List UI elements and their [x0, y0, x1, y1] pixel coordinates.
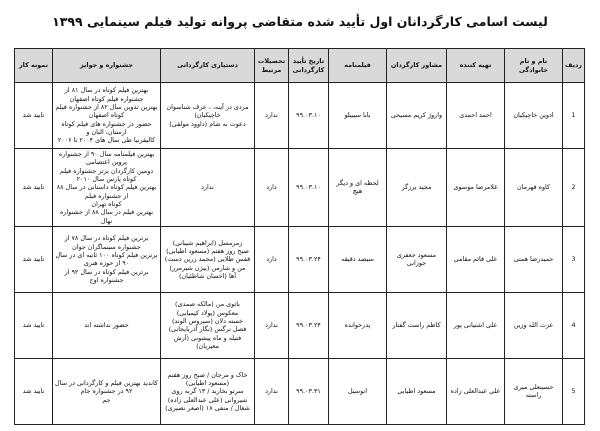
- header-festival: جشنواره و جوایز: [53, 49, 161, 83]
- cell-education: ندارد: [255, 292, 289, 358]
- festival-line: حضور نداشته اند: [84, 321, 129, 330]
- credits-line: دعوت به شام (داوود مولفی): [169, 119, 246, 128]
- festival-line: برترین فیلم کوتاه در سال ۷۸ از جشنواره سینماگران جوان: [64, 234, 149, 251]
- cell-education: دارد: [255, 226, 289, 292]
- cell-date: ۹۹.۰۳.۱۰: [289, 149, 329, 227]
- cell-producer: علی قائم مقامی: [447, 226, 505, 292]
- festival-line: بهترین فیلمنامه سال ۹۰ از جشنواره پروین اعتصامی: [58, 150, 155, 167]
- cell-festival: [53, 83, 161, 149]
- festival-line: بهترین فیلم کوتاه داستانی در سال ۸۸ از جشنواره فیلم: [56, 183, 157, 200]
- festival-line: حضور در جشنواره های فیلم کوتاه ارستان، النان و: [61, 119, 152, 136]
- header-name: نام و نام خانوادگی: [505, 49, 563, 83]
- credits-line: صبح روز هفتم (مسعود اطیابی): [166, 246, 249, 255]
- credits-line: آها (احسان شاطئیان): [178, 271, 237, 280]
- credits-line: فتیله و ماه پیشونی (آرش معیریان): [173, 333, 242, 351]
- table-row: [15, 358, 585, 424]
- cell-consultant: مسعود جعفری جوزانی: [387, 226, 447, 292]
- credits-line: شغال / منفی ۱۸ (اصغر نصیری): [165, 403, 250, 412]
- directors-table: [14, 48, 585, 425]
- cell-education: ندارد: [255, 358, 289, 424]
- cell-festival: [53, 149, 161, 227]
- festival-line: دومین کارگردان برتر جشنواره فیلم کوتاه پارس سال ۲۰۱۰: [59, 166, 154, 183]
- credits-line: مردی در آینه، ، عرف شناسوان خاچیکیان): [166, 103, 249, 120]
- table-row: [15, 292, 585, 358]
- cell-consultant: کاظم راست گفتار: [387, 292, 447, 358]
- cell-date: ۹۹.۰۳.۲۴: [289, 226, 329, 292]
- cell-festival: [53, 226, 161, 292]
- cell-name: کاوه قهرمان: [505, 149, 563, 227]
- cell-name: حسینعلی میری راسته: [505, 358, 563, 424]
- festival-line: کاندید بهترین فیلم و کارگردانی در سال ۹۲ در جشنواره جام: [55, 378, 158, 396]
- cell-row: 3: [563, 226, 585, 292]
- credits-line: خاک و مرجان / صبح روز هفتم (مسعود اطیابی): [167, 370, 248, 387]
- header-credits: دستیاری کارگردانی: [161, 49, 255, 83]
- festival-line: برترین فیلم کوتاه ۱۰۰ ثانیه ای در سال ۹۰ از حوزه هنری: [55, 251, 158, 268]
- cell-producer: غلامرضا موسوی: [447, 149, 505, 227]
- festival-line: کالیفرنیا طی سال های ۲۰۰۴ تا ۲۰۰۶: [57, 136, 156, 145]
- table-row: [15, 226, 585, 292]
- cell-credits: [161, 83, 255, 149]
- credits-line: زمرمسل (ابراهیم شیبانی): [172, 238, 243, 247]
- cell-credits: [161, 226, 255, 292]
- cell-film: بابا سیبیلو: [329, 83, 387, 149]
- credits-line: معکوس (پولاد کیمیایی): [176, 308, 239, 317]
- cell-consultant: مسعود اطیابی: [387, 358, 447, 424]
- cell-festival: [53, 292, 161, 358]
- festival-line: کوتاه تهران: [91, 199, 122, 208]
- credits-line: سرتو بخارید / ۱۳ گربه روی شیروانی (علی عبدالعلی زاده): [167, 387, 248, 404]
- cell-row: 4: [563, 292, 585, 358]
- festival-line: جم: [102, 395, 111, 404]
- cell-row: 2: [563, 149, 585, 227]
- cell-producer: احمد احمدی: [447, 83, 505, 149]
- cell-date: ۹۹.۰۳.۱۰: [289, 83, 329, 149]
- table-row: [15, 83, 585, 149]
- cell-film: سیصد دقیقه: [329, 226, 387, 292]
- cell-row: 5: [563, 358, 585, 424]
- cell-sample: تایید شد: [15, 83, 53, 149]
- festival-line: بهترین فیلم در سال ۸۸ از جشنواره نهال: [59, 208, 154, 225]
- festival-line: برترین فیلم کوتاه در سال ۹۲ از جشنواره اوج: [64, 267, 149, 285]
- cell-consultant: واروژ کریم مسیحی: [387, 83, 447, 149]
- cell-producer: علی اشتیانی پور: [447, 292, 505, 358]
- header-producer: تهیه کننده: [447, 49, 505, 83]
- cell-name: ادوین خاچیکیان: [505, 83, 563, 149]
- cell-film: اتوسیل: [329, 358, 387, 424]
- cell-education: دارد: [255, 149, 289, 227]
- festival-line: بهترین فیلم کوتاه در سال ۸۱ از جشنواره فیلم کوتاه اصفهان: [64, 86, 149, 103]
- cell-date: ۹۹.۰۳.۲۴: [289, 292, 329, 358]
- credits-line: خسته دلان (سیروس الوند): [171, 317, 244, 326]
- credits-line: ندارد: [201, 183, 214, 192]
- header-education: تحصیلات مرتبط: [255, 49, 289, 83]
- festival-line: بهترین تدوین سال ۸۲ از جشنواره فیلم کوتاه اصفهان: [55, 103, 158, 120]
- header-row-number: ردیف: [563, 49, 585, 83]
- cell-consultant: مجید برزگر: [387, 149, 447, 227]
- credits-line: قفس طلایی (محمد زرین دست): [164, 255, 251, 264]
- header-date: تاریخ تأیید کارگردانی: [289, 49, 329, 83]
- cell-festival: [53, 358, 161, 424]
- cell-education: ندارد: [255, 83, 289, 149]
- cell-producer: علی عبدالعلی زاده: [447, 358, 505, 424]
- cell-date: ۹۹.۰۳.۳۱: [289, 358, 329, 424]
- cell-sample: تایید شد: [15, 292, 53, 358]
- credits-line: فصل نرگس (نگار آذربایجانی): [168, 325, 247, 334]
- cell-credits: [161, 149, 255, 227]
- cell-credits: [161, 292, 255, 358]
- header-consultant: مشاور کارگردان: [387, 49, 447, 83]
- cell-sample: تایید شد: [15, 149, 53, 227]
- cell-sample: تایید شد: [15, 226, 53, 292]
- cell-sample: تایید شد: [15, 358, 53, 424]
- cell-film: پدرخوانده: [329, 292, 387, 358]
- header-row: [15, 49, 585, 83]
- cell-name: حمیدرضا همتی: [505, 226, 563, 292]
- credits-line: من و شارمن (بیژن شیرمرز): [169, 263, 246, 272]
- header-film: فیلمنامه: [329, 49, 387, 83]
- header-sample: نمونه کار: [15, 49, 53, 83]
- table-row: [15, 149, 585, 227]
- cell-row: 1: [563, 83, 585, 149]
- page-title: لیست اسامی کارگردانان اول تأیید شده متقاضی پروانه تولید فیلم سینمایی ۱۳۹۹: [52, 14, 548, 29]
- cell-film: لحظه ای و دیگر هیچ: [329, 149, 387, 227]
- cell-credits: [161, 358, 255, 424]
- cell-name: عزت الله وزین: [505, 292, 563, 358]
- credits-line: باتوی من (مالکه صمدی): [175, 300, 240, 309]
